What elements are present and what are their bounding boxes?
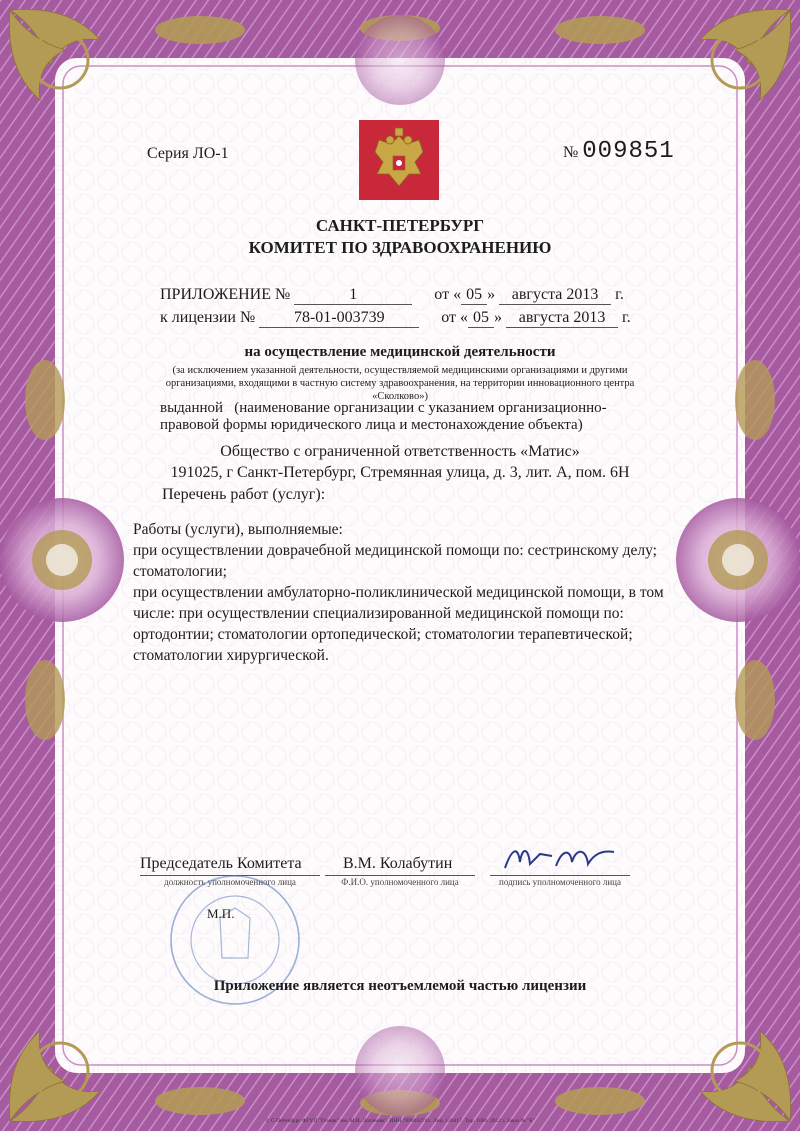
printer-imprint: © С-Петербург ФГУП "Гознак" им. М.И. Лоханова". ИНН 7808032741. Лиц. 126417. Тир. 1000. 2012 г. Заказ № "Б" <box>265 1118 535 1124</box>
license-quote-open: « <box>460 309 469 326</box>
activity-note-line1: (за исключением указанной деятельности, осуществляемой медицинскими организациями и другими <box>172 365 628 376</box>
organization-name: Общество с ограниченной ответственность «Матис» <box>220 443 580 460</box>
signatory-position: Председатель Комитета <box>140 855 302 872</box>
organization-address: 191025, г Санкт-Петербург, Стремянная улица, д. 3, лит. А, пом. 6Н <box>170 464 630 481</box>
issued-to-line2: правовой формы юридического лица и местонахождение объекта) <box>160 417 583 433</box>
title-city: САНКТ-ПЕТЕРБУРГ <box>315 216 485 235</box>
license-from-label: от <box>441 309 457 326</box>
works-line: стоматологии; <box>133 563 227 580</box>
works-line: ортодонтии; стоматологии ортопедической; стоматологии терапевтической; <box>133 626 633 643</box>
works-line: при осуществлении доврачебной медицинской помощи по: сестринскому делу; <box>133 542 657 559</box>
license-day: 05 <box>468 309 494 328</box>
coat-of-arms-icon <box>357 118 441 202</box>
signatory-name-caption: Ф.И.О. уполномоченного лица <box>325 875 475 887</box>
issued-to-line1: выданной (наименование организации с указанием организационно- <box>160 400 607 416</box>
serial-number-label: № <box>563 144 579 161</box>
works-line: Работы (услуги), выполняемые: <box>133 521 343 538</box>
title-committee: КОМИТЕТ ПО ЗДРАВООХРАНЕНИЮ <box>248 238 552 257</box>
stamp-place-label: М.П. <box>207 906 235 921</box>
appendix-statement: Приложение является неотъемлемой частью лицензии <box>213 978 587 994</box>
license-year-suffix: г. <box>622 309 631 326</box>
series-label: Серия ЛО-1 <box>147 145 229 162</box>
appendix-quote-close: » <box>487 286 496 303</box>
license-number: 78-01-003739 <box>259 309 419 328</box>
works-line: стоматологии хирургической. <box>133 647 329 664</box>
activity-heading: на осуществление медицинской деятельности <box>244 344 556 360</box>
works-line: при осуществлении амбулаторно-поликлинической медицинской помощи, в том <box>133 584 664 601</box>
license-label: к лицензии № <box>160 309 256 326</box>
license-quote-close: » <box>494 309 503 326</box>
appendix-day: 05 <box>461 286 487 305</box>
appendix-quote-open: « <box>453 286 462 303</box>
appendix-from-label: от <box>434 286 450 303</box>
appendix-number: 1 <box>294 286 412 305</box>
serial-number-value: 009851 <box>582 138 675 165</box>
appendix-row <box>160 286 650 305</box>
serial-number <box>563 138 675 165</box>
document-title <box>150 215 650 259</box>
issued-to-caption <box>160 400 640 434</box>
activity-note-line2: организациями, входящими в частную систему здравоохранения, на территории инновационного центра <box>165 378 635 389</box>
activity-note-line3: «Сколково») <box>372 391 428 402</box>
works-list <box>133 519 708 666</box>
appendix-year-suffix: г. <box>615 286 624 303</box>
appendix-month-year: августа 2013 <box>499 286 611 305</box>
works-list-label: Перечень работ (услуг): <box>162 486 326 503</box>
license-row <box>160 309 650 328</box>
handwritten-signature <box>500 840 620 876</box>
license-month-year: августа 2013 <box>506 309 618 328</box>
signatory-name: В.М. Колабутин <box>343 855 453 872</box>
signature-caption: подпись уполномоченного лица <box>490 875 630 887</box>
activity-note <box>130 364 670 403</box>
appendix-label: ПРИЛОЖЕНИЕ № <box>160 286 291 303</box>
works-line: числе: при осуществлении специализированной медицинской помощи по: <box>133 605 624 622</box>
signatory-position-caption: должность уполномоченного лица <box>140 875 320 887</box>
